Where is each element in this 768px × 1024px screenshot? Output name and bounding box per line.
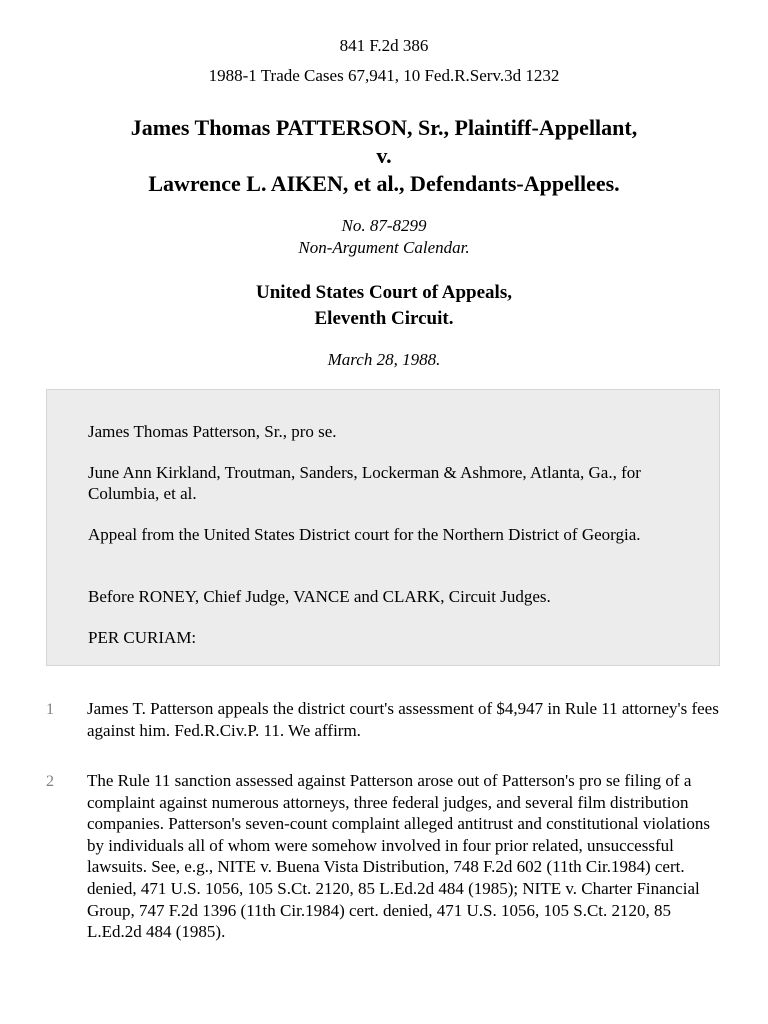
paragraph-number: 2 [46, 773, 54, 790]
docket-number: No. 87-8299 [341, 216, 427, 235]
citation-reporter: 841 F.2d 386 [339, 36, 429, 55]
caption-defendant: Lawrence L. AIKEN, et al., Defendants-Appellees. [148, 171, 620, 196]
docket-calendar: Non-Argument Calendar. [298, 238, 470, 257]
panel-note: Before RONEY, Chief Judge, VANCE and CLARK, Circuit Judges. [88, 587, 551, 606]
per-curiam-label: PER CURIAM: [88, 628, 197, 647]
court-line-2: Eleventh Circuit. [314, 308, 454, 329]
case-caption [0, 114, 768, 198]
appeal-from-note: Appeal from the United States District court for the Northern District of Georgia. [88, 525, 641, 544]
opinion-paragraph: James T. Patterson appeals the district court's assessment of $4,947 in Rule 11 attorney's fees against him. Fed.R.Civ.P. 11. We affirm. [87, 699, 719, 740]
caption-versus: v. [376, 143, 392, 168]
citation-parallel: 1988-1 Trade Cases 67,941, 10 Fed.R.Serv.3d 1232 [208, 66, 560, 85]
docket-info [0, 215, 768, 259]
court-name [0, 280, 768, 332]
case-header-box [46, 389, 720, 666]
opinion-paragraph: The Rule 11 sanction assessed against Patterson arose out of Patterson's pro se filing of a complaint against numerous attorneys, three federal judges, and several film distribution companies. Patterson's seven-count complaint alleged antitrust and constitutional violations by individuals all of whom were somehow involved in four prior related, unsuccessful lawsuits. See, e.g., NITE v. Buena Vista Distribution, 748 F.2d 602 (11th Cir.1984) cert. denied, 471 U.S. 1056, 105 S.Ct. 2120, 85 L.Ed.2d 484 (1985); NITE v. Charter Financial Group, 747 F.2d 1396 (11th Cir.1984) cert. denied, 471 U.S. 1056, 105 S.Ct. 2120, 85 L.Ed.2d 484 (1985). [87, 771, 710, 942]
court-line-1: United States Court of Appeals, [256, 282, 512, 303]
counsel-note: June Ann Kirkland, Troutman, Sanders, Lockerman & Ashmore, Atlanta, Ga., for Columbia, et al. [88, 463, 641, 503]
caption-plaintiff: James Thomas PATTERSON, Sr., Plaintiff-Appellant, [130, 115, 638, 140]
paragraph-number: 1 [46, 701, 54, 718]
pro-se-note: James Thomas Patterson, Sr., pro se. [88, 422, 337, 441]
decision-date: March 28, 1988. [327, 350, 441, 369]
